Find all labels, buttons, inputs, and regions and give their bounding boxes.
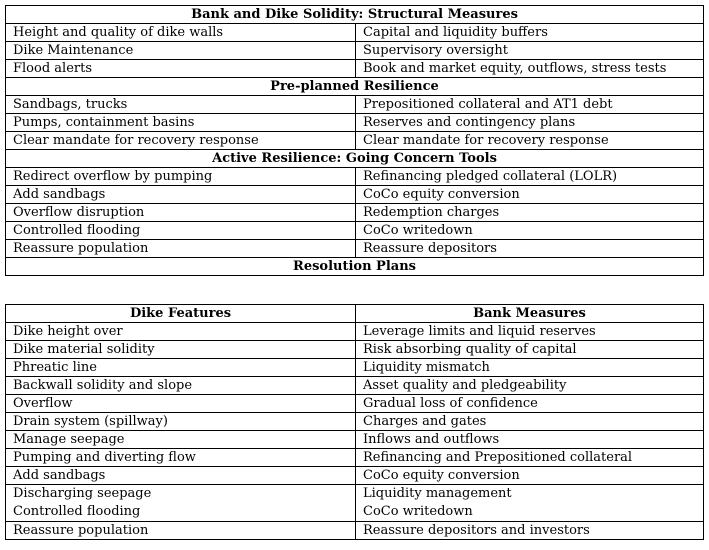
table-row	[6, 431, 704, 449]
dike-feature-line: Discharging seepage	[13, 486, 152, 501]
bank-cell: Reassure depositors	[356, 240, 704, 258]
bank-cell: Clear mandate for recovery response	[356, 132, 704, 150]
bank-measure-line: CoCo writedown	[363, 504, 473, 519]
table-row	[6, 377, 704, 395]
dike-feature-cell: Manage seepage	[6, 431, 356, 449]
table-row	[6, 467, 704, 485]
table-row	[6, 341, 704, 359]
bank-cell: Refinancing pledged collateral (LOLR)	[356, 168, 704, 186]
bank-cell: Reserves and contingency plans	[356, 114, 704, 132]
bank-measure-cell: Leverage limits and liquid reserves	[356, 323, 704, 341]
dike-cell: Clear mandate for recovery response	[6, 132, 356, 150]
table-row	[6, 359, 704, 377]
section-title-active-resilience: Active Resilience: Going Concern Tools	[6, 150, 704, 168]
bank-measure-cell	[356, 485, 704, 522]
table-row	[6, 96, 704, 114]
table-row	[6, 186, 704, 204]
bank-cell: CoCo writedown	[356, 222, 704, 240]
table-header-row	[6, 305, 704, 323]
bank-measure-cell: Liquidity mismatch	[356, 359, 704, 377]
bank-measure-cell: Gradual loss of confidence	[356, 395, 704, 413]
bank-measure-cell: Asset quality and pledgeability	[356, 377, 704, 395]
dike-cell: Redirect overflow by pumping	[6, 168, 356, 186]
dike-cell: Reassure population	[6, 240, 356, 258]
section-header-row	[6, 6, 704, 24]
column-header-dike-features: Dike Features	[6, 305, 356, 323]
dike-feature-cell: Drain system (spillway)	[6, 413, 356, 431]
table-row	[6, 222, 704, 240]
table-row	[6, 449, 704, 467]
table-row	[6, 24, 704, 42]
dike-bank-measures-table	[5, 5, 704, 276]
dike-feature-line: Controlled flooding	[13, 504, 141, 519]
section-title-structural-measures: Bank and Dike Solidity: Structural Measures	[6, 6, 704, 24]
dike-feature-cell: Reassure population	[6, 522, 356, 540]
section-header-row	[6, 258, 704, 276]
dike-feature-cell: Dike height over	[6, 323, 356, 341]
bank-measure-cell: CoCo equity conversion	[356, 467, 704, 485]
table-row	[6, 60, 704, 78]
table-row	[6, 522, 704, 540]
bank-measure-cell: Risk absorbing quality of capital	[356, 341, 704, 359]
dike-cell: Add sandbags	[6, 186, 356, 204]
dike-feature-cell: Overflow	[6, 395, 356, 413]
table-row	[6, 395, 704, 413]
dike-cell: Height and quality of dike walls	[6, 24, 356, 42]
dike-cell: Dike Maintenance	[6, 42, 356, 60]
dike-features-bank-measures-table	[5, 304, 704, 540]
bank-cell: Supervisory oversight	[356, 42, 704, 60]
bank-measure-cell: Charges and gates	[356, 413, 704, 431]
bank-cell: Capital and liquidity buffers	[356, 24, 704, 42]
table-row	[6, 132, 704, 150]
dike-feature-cell: Backwall solidity and slope	[6, 377, 356, 395]
dike-cell: Controlled flooding	[6, 222, 356, 240]
bank-measure-cell: Inflows and outflows	[356, 431, 704, 449]
table-row	[6, 168, 704, 186]
table-row	[6, 204, 704, 222]
dike-cell: Pumps, containment basins	[6, 114, 356, 132]
table-row	[6, 413, 704, 431]
bank-cell: Prepositioned collateral and AT1 debt	[356, 96, 704, 114]
bank-measure-line: Liquidity management	[363, 486, 512, 501]
section-header-row	[6, 78, 704, 96]
table-row	[6, 485, 704, 522]
bank-cell: CoCo equity conversion	[356, 186, 704, 204]
table-row	[6, 240, 704, 258]
dike-feature-cell: Pumping and diverting flow	[6, 449, 356, 467]
section-header-row	[6, 150, 704, 168]
bank-measure-cell: Refinancing and Prepositioned collateral	[356, 449, 704, 467]
table-row	[6, 323, 704, 341]
dike-cell: Flood alerts	[6, 60, 356, 78]
dike-feature-cell: Add sandbags	[6, 467, 356, 485]
table-row	[6, 42, 704, 60]
dike-feature-cell: Phreatic line	[6, 359, 356, 377]
section-title-resolution-plans: Resolution Plans	[6, 258, 704, 276]
dike-feature-cell	[6, 485, 356, 522]
bank-cell: Book and market equity, outflows, stress tests	[356, 60, 704, 78]
dike-cell: Sandbags, trucks	[6, 96, 356, 114]
dike-feature-cell: Dike material solidity	[6, 341, 356, 359]
column-header-bank-measures: Bank Measures	[356, 305, 704, 323]
dike-cell: Overflow disruption	[6, 204, 356, 222]
table-row	[6, 114, 704, 132]
bank-cell: Redemption charges	[356, 204, 704, 222]
bank-measure-cell: Reassure depositors and investors	[356, 522, 704, 540]
section-title-pre-planned-resilience: Pre-planned Resilience	[6, 78, 704, 96]
